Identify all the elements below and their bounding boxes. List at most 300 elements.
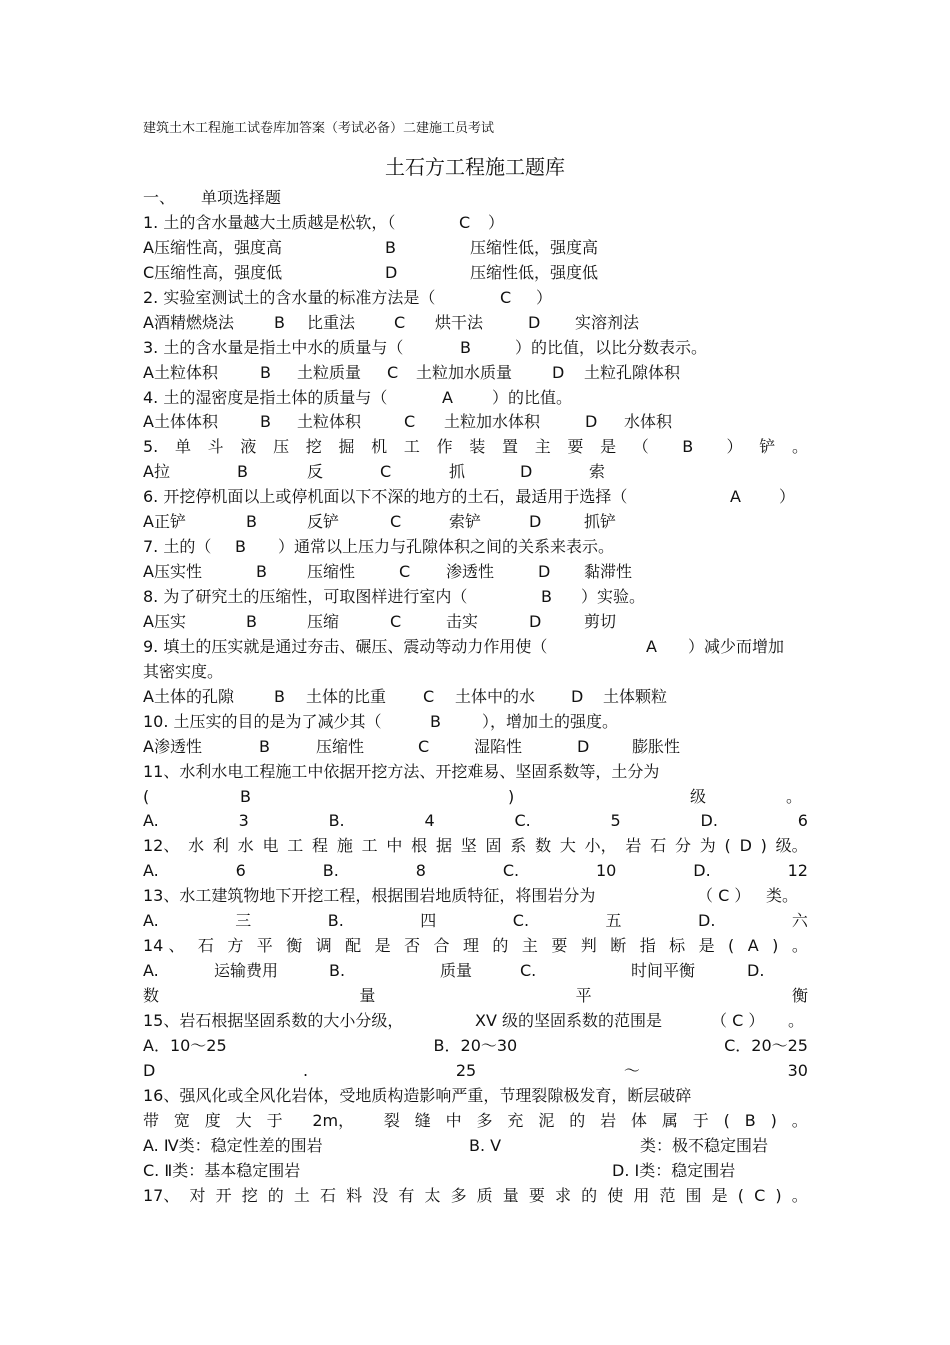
line-fragment: 据 [435, 836, 452, 856]
line-fragment: 要 [528, 1185, 545, 1205]
line-fragment: 是 [711, 1185, 728, 1205]
line-fragment: A [442, 387, 453, 407]
line-fragment: 5. [143, 437, 159, 457]
text-line [143, 410, 808, 435]
line-fragment: 1. 土的含水量越大土质越是松软，（ [143, 212, 396, 232]
line-fragment: 电 [262, 836, 279, 856]
line-fragment: C [754, 1185, 766, 1205]
line-fragment: 岩 [625, 836, 642, 856]
line-fragment: 岩 [600, 1110, 617, 1130]
line-fragment: 土粒加水体积 [444, 412, 541, 432]
line-fragment: 判 [580, 936, 597, 956]
line-fragment: 理 [462, 936, 479, 956]
line-fragment: 级。 [775, 836, 808, 856]
line-fragment: 水体积 [624, 412, 673, 432]
line-fragment: A [747, 936, 759, 956]
line-fragment: 。 [788, 1010, 805, 1030]
line-fragment: ( [728, 936, 735, 956]
line-fragment: 中 [386, 836, 403, 856]
line-fragment: C [380, 462, 392, 482]
line-fragment: C [418, 736, 430, 756]
line-fragment: 指 [639, 936, 656, 956]
line-fragment: 质 [476, 1185, 493, 1205]
line-fragment: D [739, 836, 752, 856]
line-fragment: ） [726, 437, 743, 457]
text-line [143, 585, 808, 610]
line-fragment: 调 [315, 936, 332, 956]
line-fragment: ) [770, 1110, 777, 1130]
line-fragment: 的 [581, 1185, 598, 1205]
line-fragment: 有 [398, 1185, 415, 1205]
line-fragment: C. Ⅱ类：基本稳定围岩 [143, 1160, 301, 1180]
line-fragment: 系 [510, 836, 527, 856]
line-fragment: C. [514, 811, 531, 831]
line-fragment: B [460, 337, 471, 357]
line-fragment: D [529, 611, 542, 631]
line-fragment: 。 [791, 437, 808, 457]
text-line [143, 984, 808, 1009]
text-line [143, 560, 808, 585]
text-line [143, 635, 808, 660]
line-fragment: C [423, 686, 435, 706]
line-fragment: 级 [690, 786, 707, 806]
line-fragment: 体 [630, 1110, 647, 1130]
line-fragment: 3. 土的含水量是指土中水的质量与（ [143, 337, 404, 357]
line-fragment: 利 [212, 836, 229, 856]
line-fragment: 土体的比重 [306, 686, 387, 706]
line-fragment: 剪切 [584, 611, 617, 631]
line-fragment: 范 [659, 1185, 676, 1205]
text-line [143, 1084, 808, 1109]
line-fragment: 反铲 [307, 512, 340, 532]
line-fragment: D [529, 512, 542, 532]
text-line [143, 386, 808, 411]
line-fragment: 数 [143, 986, 160, 1005]
line-fragment: 根 [411, 836, 428, 856]
line-fragment: D [552, 362, 565, 382]
line-fragment: 单 [174, 437, 191, 457]
line-fragment: 掘 [338, 437, 355, 457]
line-fragment: A．10～25 [143, 1035, 227, 1055]
text-line [143, 660, 808, 685]
line-fragment: 大 [235, 1110, 252, 1130]
document-header: 建筑土木工程施工试卷库加答案（考试必备）二建施工员考试 [143, 121, 495, 136]
line-fragment: 8. 为了研究土的压缩性，可取图样进行室内（ [143, 587, 468, 606]
line-fragment: A. [143, 861, 159, 881]
line-fragment: C. [520, 961, 537, 981]
line-fragment: XV 级的坚固系数的范围是 [475, 1010, 662, 1030]
text-line [143, 485, 808, 510]
line-fragment: 2. 实验室测试土的含水量的标准方法是（ [143, 287, 436, 307]
line-fragment: C [394, 312, 406, 332]
line-fragment: 14 、 [143, 936, 185, 956]
line-fragment: 用 [633, 1185, 650, 1205]
line-fragment: 挖 [305, 437, 322, 457]
line-fragment: A土粒体积 [143, 362, 218, 382]
line-fragment: ) [772, 936, 779, 956]
line-fragment: 其密实度。 [143, 661, 224, 681]
line-fragment: 为 [699, 836, 716, 856]
line-fragment: D [538, 562, 551, 582]
line-fragment: 带 [143, 1110, 160, 1130]
line-fragment: 土粒体积 [297, 412, 362, 432]
text-line [143, 909, 808, 934]
line-fragment: B [259, 736, 270, 756]
line-fragment: 太 [424, 1185, 441, 1205]
line-fragment: 四 [420, 911, 437, 931]
line-fragment: 标 [669, 936, 686, 956]
line-fragment: 25 [455, 1060, 477, 1080]
line-fragment: D. Ⅰ类：稳定围岩 [612, 1160, 736, 1180]
line-fragment: D [385, 262, 398, 282]
line-fragment: C [390, 611, 402, 631]
line-fragment: A压实 [143, 611, 186, 631]
line-fragment: B. [328, 811, 345, 831]
text-line [143, 1034, 808, 1059]
line-fragment: 数 [535, 836, 552, 856]
line-fragment: 于 [266, 1110, 283, 1130]
line-fragment: C. [512, 911, 530, 931]
text-line [143, 884, 808, 909]
line-fragment: 土粒孔隙体积 [584, 362, 681, 382]
line-fragment: A渗透性 [143, 736, 202, 756]
line-fragment: 石 [650, 836, 667, 856]
text-line [143, 1059, 808, 1084]
line-fragment: A [730, 487, 741, 507]
text-line [143, 859, 808, 884]
line-fragment: 压缩性 [307, 562, 356, 582]
line-fragment: B．20～30 [433, 1035, 518, 1055]
line-fragment: 求 [555, 1185, 572, 1205]
line-fragment: C压缩性高，强度低 [143, 262, 283, 282]
line-fragment: B [541, 587, 552, 606]
line-fragment: D [571, 686, 584, 706]
line-fragment: ( [723, 1110, 730, 1130]
text-line [143, 685, 808, 710]
line-fragment: 。 [791, 1185, 808, 1205]
line-fragment: 机 [371, 437, 388, 457]
line-fragment: 。 [786, 786, 803, 806]
line-fragment: 一、 [143, 188, 176, 207]
line-fragment: A. [143, 961, 159, 981]
line-fragment: 是 [600, 437, 617, 457]
line-fragment: 比重法 [307, 312, 356, 332]
line-fragment: 平 [575, 986, 592, 1005]
line-fragment: ) [760, 836, 767, 856]
line-fragment: 石 [320, 1185, 337, 1205]
line-fragment: 12 [787, 861, 808, 881]
line-fragment: 9. 填土的压实就是通过夯击、碾压、震动等动力作用使（ [143, 636, 548, 656]
line-fragment: 中 [445, 1110, 462, 1130]
line-fragment: 工 [361, 836, 378, 856]
line-fragment: 多 [476, 1110, 493, 1130]
line-fragment: 施 [336, 836, 353, 856]
line-fragment: B [260, 362, 271, 382]
line-fragment: B. [322, 861, 339, 881]
line-fragment: B [385, 237, 396, 257]
line-fragment: 10 [595, 861, 617, 881]
line-fragment: A酒精燃烧法 [143, 312, 234, 332]
line-fragment: A. [143, 811, 159, 831]
line-fragment: 是 [698, 936, 715, 956]
line-fragment: 土体中的水 [455, 686, 536, 706]
line-fragment: 。 [791, 936, 808, 956]
line-fragment: 水 [188, 836, 205, 856]
line-fragment: 否 [404, 936, 421, 956]
line-fragment: ） [488, 212, 505, 232]
line-fragment: C. [502, 861, 520, 881]
line-fragment: 单项选择题 [201, 188, 282, 207]
line-fragment: 平 [256, 936, 273, 956]
line-fragment: 渗透性 [446, 562, 495, 582]
line-fragment: B [274, 312, 285, 332]
line-fragment: 程 [312, 836, 329, 856]
line-fragment: 时间平衡 [631, 961, 696, 981]
line-fragment: 坚 [460, 836, 477, 856]
line-fragment: B [235, 537, 246, 557]
line-fragment: 缝 [414, 1110, 431, 1130]
line-fragment: 六 [791, 911, 808, 931]
line-fragment: C [390, 512, 402, 532]
text-line [143, 361, 808, 386]
line-fragment: 6. 开挖停机面以上或停机面以下不深的地方的土石，最适用于选择（ [143, 487, 628, 507]
line-fragment: D [585, 412, 598, 432]
line-fragment: 13、水工建筑物地下开挖工程，根据围岩地质特征，将围岩分为 [143, 886, 596, 906]
line-fragment: 要 [567, 437, 584, 457]
line-fragment: C [459, 212, 471, 232]
text-line [143, 535, 808, 560]
line-fragment: 大 [559, 836, 576, 856]
line-fragment: 6 [797, 811, 808, 831]
line-fragment: 压缩 [307, 611, 340, 631]
line-fragment: 置 [501, 437, 518, 457]
line-fragment: 10. 土压实的目的是为了减少其（ [143, 711, 382, 731]
line-fragment: 的 [267, 1185, 284, 1205]
line-fragment: 压缩性低，强度高 [470, 237, 599, 257]
line-fragment: 实溶剂法 [575, 312, 640, 332]
line-fragment: B [430, 711, 441, 731]
line-fragment: 斗 [207, 437, 224, 457]
line-fragment: 工 [287, 836, 304, 856]
line-fragment: 衡 [791, 986, 808, 1005]
line-fragment: 工 [403, 437, 420, 457]
line-fragment: 分 [674, 836, 691, 856]
line-fragment: 三 [235, 911, 252, 931]
line-fragment: 宽 [173, 1110, 190, 1130]
line-fragment: 抓 [449, 462, 466, 482]
text-line [143, 809, 808, 834]
line-fragment: C [399, 562, 411, 582]
line-fragment: 的 [569, 1110, 586, 1130]
text-line [143, 435, 808, 460]
line-fragment: 。 [791, 1110, 808, 1130]
text-line [143, 286, 808, 311]
text-line [143, 1009, 808, 1034]
line-fragment: 水 [237, 836, 254, 856]
text-line [143, 834, 808, 859]
line-fragment: B [744, 1110, 756, 1130]
line-fragment: 衡 [286, 936, 303, 956]
line-fragment: 料 [346, 1185, 363, 1205]
line-fragment: 合 [433, 936, 450, 956]
line-fragment: ），增加土的强度。 [482, 711, 619, 731]
line-fragment: ） [536, 287, 553, 307]
line-fragment: 对 [189, 1185, 206, 1205]
line-fragment: 铲 [759, 437, 776, 457]
line-fragment: 断 [610, 936, 627, 956]
line-fragment: 于 [692, 1110, 709, 1130]
text-line [143, 236, 808, 261]
line-fragment: 小， [584, 836, 617, 856]
text-line [143, 1134, 808, 1159]
line-fragment: 击实 [446, 611, 479, 631]
question-body [143, 186, 808, 1208]
text-line [143, 760, 808, 785]
line-fragment: C [500, 287, 512, 307]
line-fragment: A正铲 [143, 512, 186, 532]
line-fragment: 6 [235, 861, 246, 881]
line-fragment: B. V [469, 1135, 502, 1155]
text-line [143, 1159, 808, 1184]
line-fragment: ～ [623, 1060, 640, 1080]
line-fragment: 的 [492, 936, 509, 956]
line-fragment: B. [327, 911, 344, 931]
line-fragment: 方 [227, 936, 244, 956]
line-fragment: ）的比值。 [492, 387, 573, 407]
line-fragment: 度 [204, 1110, 221, 1130]
line-fragment: D [577, 736, 590, 756]
line-fragment: 5 [610, 811, 621, 831]
line-fragment: 开 [215, 1185, 232, 1205]
line-fragment: A. [143, 911, 159, 931]
line-fragment: 量 [502, 1185, 519, 1205]
line-fragment: 充 [507, 1110, 524, 1130]
text-line [143, 460, 808, 485]
line-fragment: 运输费用 [214, 961, 279, 981]
line-fragment: 要 [551, 936, 568, 956]
line-fragment: A [646, 636, 657, 656]
line-fragment: 16、强风化或全风化岩体，受地质构造影响严重，节理裂隙极发育，断层破碎 [143, 1085, 692, 1105]
line-fragment: （ [632, 437, 649, 457]
line-fragment: 质量 [440, 961, 473, 981]
line-fragment: B [246, 512, 257, 532]
text-line [143, 1184, 808, 1209]
line-fragment: B [246, 611, 257, 631]
line-fragment: B [256, 562, 267, 582]
line-fragment: D. [693, 861, 711, 881]
line-fragment: C [404, 412, 416, 432]
line-fragment: B. [329, 961, 346, 981]
line-fragment: A压实性 [143, 562, 202, 582]
line-fragment: 12、 [143, 836, 180, 856]
line-fragment: C [387, 362, 399, 382]
text-line [143, 261, 808, 286]
line-fragment: 膨胀性 [632, 736, 681, 756]
line-fragment: A拉 [143, 462, 170, 482]
line-fragment: 石 [197, 936, 214, 956]
line-fragment: 3 [238, 811, 249, 831]
line-fragment: 压 [273, 437, 290, 457]
line-fragment: 没 [372, 1185, 389, 1205]
line-fragment: 多 [450, 1185, 467, 1205]
line-fragment: 17、 [143, 1185, 180, 1205]
line-fragment: A土体体积 [143, 412, 218, 432]
line-fragment: 15、岩石根据坚固系数的大小分级， [143, 1010, 404, 1030]
document-title: 土石方工程施工题库 [385, 155, 565, 179]
line-fragment: 7. 土的（ [143, 537, 212, 557]
line-fragment: 装 [469, 437, 486, 457]
line-fragment: 4 [424, 811, 435, 831]
text-line [143, 510, 808, 535]
line-fragment: B [240, 786, 251, 806]
line-fragment: 是 [374, 936, 391, 956]
line-fragment: 压缩性 [316, 736, 365, 756]
line-fragment: 土 [293, 1185, 310, 1205]
line-fragment: B [260, 412, 271, 432]
text-line [143, 1109, 808, 1134]
line-fragment: ）减少而增加 [688, 636, 785, 656]
line-fragment: 土粒加水质量 [416, 362, 513, 382]
text-line [143, 710, 808, 735]
line-fragment: A. Ⅳ类：稳定性差的围岩 [143, 1135, 323, 1155]
line-fragment: B [682, 437, 694, 457]
line-fragment: A土体的孔隙 [143, 686, 234, 706]
line-fragment: 索 [589, 462, 606, 482]
line-fragment: 使 [607, 1185, 624, 1205]
line-fragment: 主 [534, 437, 551, 457]
line-fragment: 裂 [383, 1110, 400, 1130]
line-fragment: . [303, 1060, 309, 1080]
line-fragment: 类：极不稳定围岩 [640, 1135, 769, 1155]
line-fragment: 作 [436, 437, 453, 457]
line-fragment: ( [724, 836, 731, 856]
text-line [143, 934, 808, 959]
line-fragment: 量 [359, 986, 376, 1005]
line-fragment: ）的比值，以比分数表示。 [515, 337, 708, 357]
text-line [143, 785, 808, 810]
line-fragment: 泥 [538, 1110, 555, 1130]
line-fragment: 8 [415, 861, 426, 881]
line-fragment: D. [747, 961, 765, 981]
line-fragment: D. [700, 811, 718, 831]
line-fragment: 抓铲 [584, 512, 617, 532]
text-line [143, 959, 808, 984]
line-fragment: 配 [345, 936, 362, 956]
line-fragment: ） [779, 487, 796, 507]
line-fragment: （ C ） [697, 886, 751, 906]
line-fragment: 压缩性低，强度低 [470, 262, 599, 282]
line-fragment: ）通常以上压力与孔隙体积之间的关系来表示。 [278, 537, 615, 557]
line-fragment: B [274, 686, 285, 706]
line-fragment: 2m， [312, 1110, 355, 1130]
line-fragment: （ C ） [711, 1010, 765, 1030]
line-fragment: 索铲 [449, 512, 482, 532]
text-line [143, 336, 808, 361]
line-fragment: ) [775, 1185, 782, 1205]
line-fragment: ( [737, 1185, 745, 1205]
line-fragment: C．20～25 [724, 1035, 808, 1055]
line-fragment: ( [143, 786, 150, 806]
line-fragment: 类。 [766, 886, 799, 906]
line-fragment: 属 [661, 1110, 678, 1130]
text-line [143, 311, 808, 336]
line-fragment: A压缩性高，强度高 [143, 237, 282, 257]
line-fragment: 11、水利水电工程施工中依据开挖方法、开挖难易、坚固系数等，土分为 [143, 761, 660, 781]
line-fragment: 烘干法 [435, 312, 484, 332]
line-fragment: 五 [605, 911, 622, 931]
text-line [143, 186, 808, 211]
text-line [143, 211, 808, 236]
